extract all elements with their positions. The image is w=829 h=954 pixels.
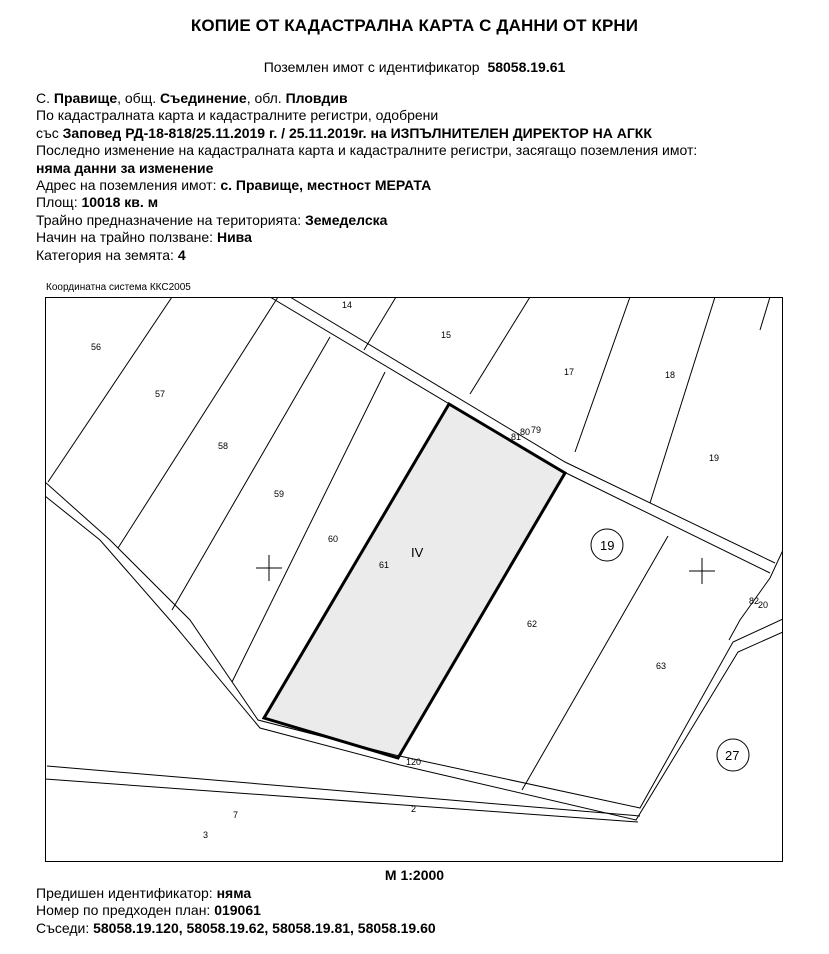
identifier-line	[0, 59, 829, 75]
boundary-18-19	[650, 297, 715, 503]
boundary-62-63	[522, 536, 668, 790]
identifier-value: 58058.19.61	[487, 59, 566, 75]
category-label: Категория на земята:	[36, 246, 178, 263]
subject-parcel	[264, 404, 565, 758]
parcel-label-2: 2	[411, 804, 417, 814]
previous-plan-label: Номер по предходен план:	[36, 902, 215, 919]
parcel-label-58: 58	[218, 441, 229, 451]
parcel-label-61: 61	[379, 560, 390, 570]
parcel-label-79: 79	[531, 425, 542, 435]
parcel-label-56: 56	[91, 342, 102, 352]
boundary-14-15	[364, 297, 396, 350]
address-value: с. Правище, местност МЕРАТА	[220, 177, 432, 194]
cadastral-map	[45, 297, 783, 862]
last-change-value	[36, 160, 816, 177]
parcel-label-57: 57	[155, 389, 166, 399]
address-label: Адрес на поземления имот:	[36, 177, 221, 194]
neighbors-label: Съседи:	[36, 919, 94, 936]
area-value: 10018 кв. м	[81, 194, 159, 211]
parcel-label-14: 14	[342, 300, 353, 310]
location-line	[36, 90, 816, 107]
property-info	[36, 90, 816, 264]
boundary-bottom-2	[45, 779, 638, 822]
previous-identifier-label: Предишен идентификатор:	[36, 885, 217, 901]
boundary-17-18	[575, 297, 630, 452]
parcel-label-20: 20	[758, 600, 769, 610]
previous-plan-value: 019061	[214, 902, 261, 919]
parcel-label-18: 18	[665, 370, 676, 380]
identifier-label: Поземлен имот с идентификатор	[263, 59, 480, 75]
order-prefix: със	[36, 124, 63, 141]
document-title: КОПИЕ ОТ КАДАСТРАЛНА КАРТА С ДАННИ ОТ КРНИ	[190, 16, 639, 35]
neighbors-line	[36, 920, 436, 937]
purpose-label: Трайно предназначение на територията:	[36, 211, 305, 228]
usage-label: Начин на трайно ползване:	[36, 229, 217, 246]
block-number-27: 27	[725, 748, 740, 763]
purpose-line	[36, 212, 816, 229]
parcel-label-81: 81	[511, 432, 522, 442]
last-change-text: няма данни за изменение	[36, 159, 214, 176]
block-number-19: 19	[600, 538, 615, 553]
parcel-label-80: 80	[520, 427, 531, 437]
boundary-right-east	[729, 550, 783, 640]
footer-info	[36, 885, 436, 937]
purpose-value: Земеделска	[304, 211, 388, 228]
area-label: Площ:	[36, 194, 82, 211]
parcel-label-63: 63	[656, 661, 667, 671]
category-line	[36, 247, 816, 264]
parcel-label-59: 59	[274, 489, 285, 499]
region-prefix: , обл.	[246, 90, 286, 106]
boundary-bottom	[47, 766, 640, 816]
parcel-label-62: 62	[527, 619, 538, 629]
block-roman-label: IV	[411, 545, 424, 560]
parcel-label-19: 19	[709, 453, 720, 463]
parcel-label-15: 15	[441, 330, 452, 340]
parcel-label-82: 82	[749, 596, 760, 606]
municipality-prefix: , общ.	[117, 90, 160, 106]
boundary-57-58	[118, 297, 278, 548]
address-line	[36, 177, 816, 194]
previous-identifier-line	[36, 885, 436, 902]
previous-plan-line	[36, 902, 436, 919]
parcel-label-3: 3	[203, 830, 209, 840]
neighbors-value: 58058.19.120, 58058.19.62, 58058.19.81, 58058.19.60	[93, 919, 436, 936]
coordinate-system-label: Координатна система ККС2005	[46, 282, 191, 293]
boundary-58-59	[172, 337, 330, 610]
parcel-label-17: 17	[564, 367, 575, 377]
area-line	[36, 194, 816, 211]
usage-value: Нива	[216, 229, 252, 246]
parcel-label-7: 7	[233, 810, 239, 820]
boundary-56-57	[48, 297, 172, 482]
order-line	[36, 125, 816, 142]
boundary-19-east	[760, 297, 770, 330]
category-value: 4	[177, 246, 186, 263]
usage-line	[36, 229, 816, 246]
municipality-name: Съединение	[160, 90, 247, 106]
parcel-label-120: 120	[406, 757, 422, 767]
order-value: Заповед РД-18-818/25.11.2019 г. / 25.11.2019г. на ИЗПЪЛНИТЕЛЕН ДИРЕКТОР НА АГКК	[62, 124, 652, 141]
region-name: Пловдив	[285, 90, 348, 106]
parcel-label-60: 60	[328, 534, 339, 544]
location-prefix: С.	[36, 90, 54, 106]
last-change-label: Последно изменение на кадастралната карта и кадастралните регистри, засягащо поземления имот:	[36, 142, 698, 159]
map-scale: М 1:2000	[384, 867, 445, 883]
boundary-15-17	[470, 297, 530, 394]
previous-identifier-value: няма	[216, 885, 252, 901]
approval-line: По кадастралната карта и кадастралните регистри, одобрени	[36, 107, 439, 124]
village-name: Правище	[53, 90, 118, 106]
